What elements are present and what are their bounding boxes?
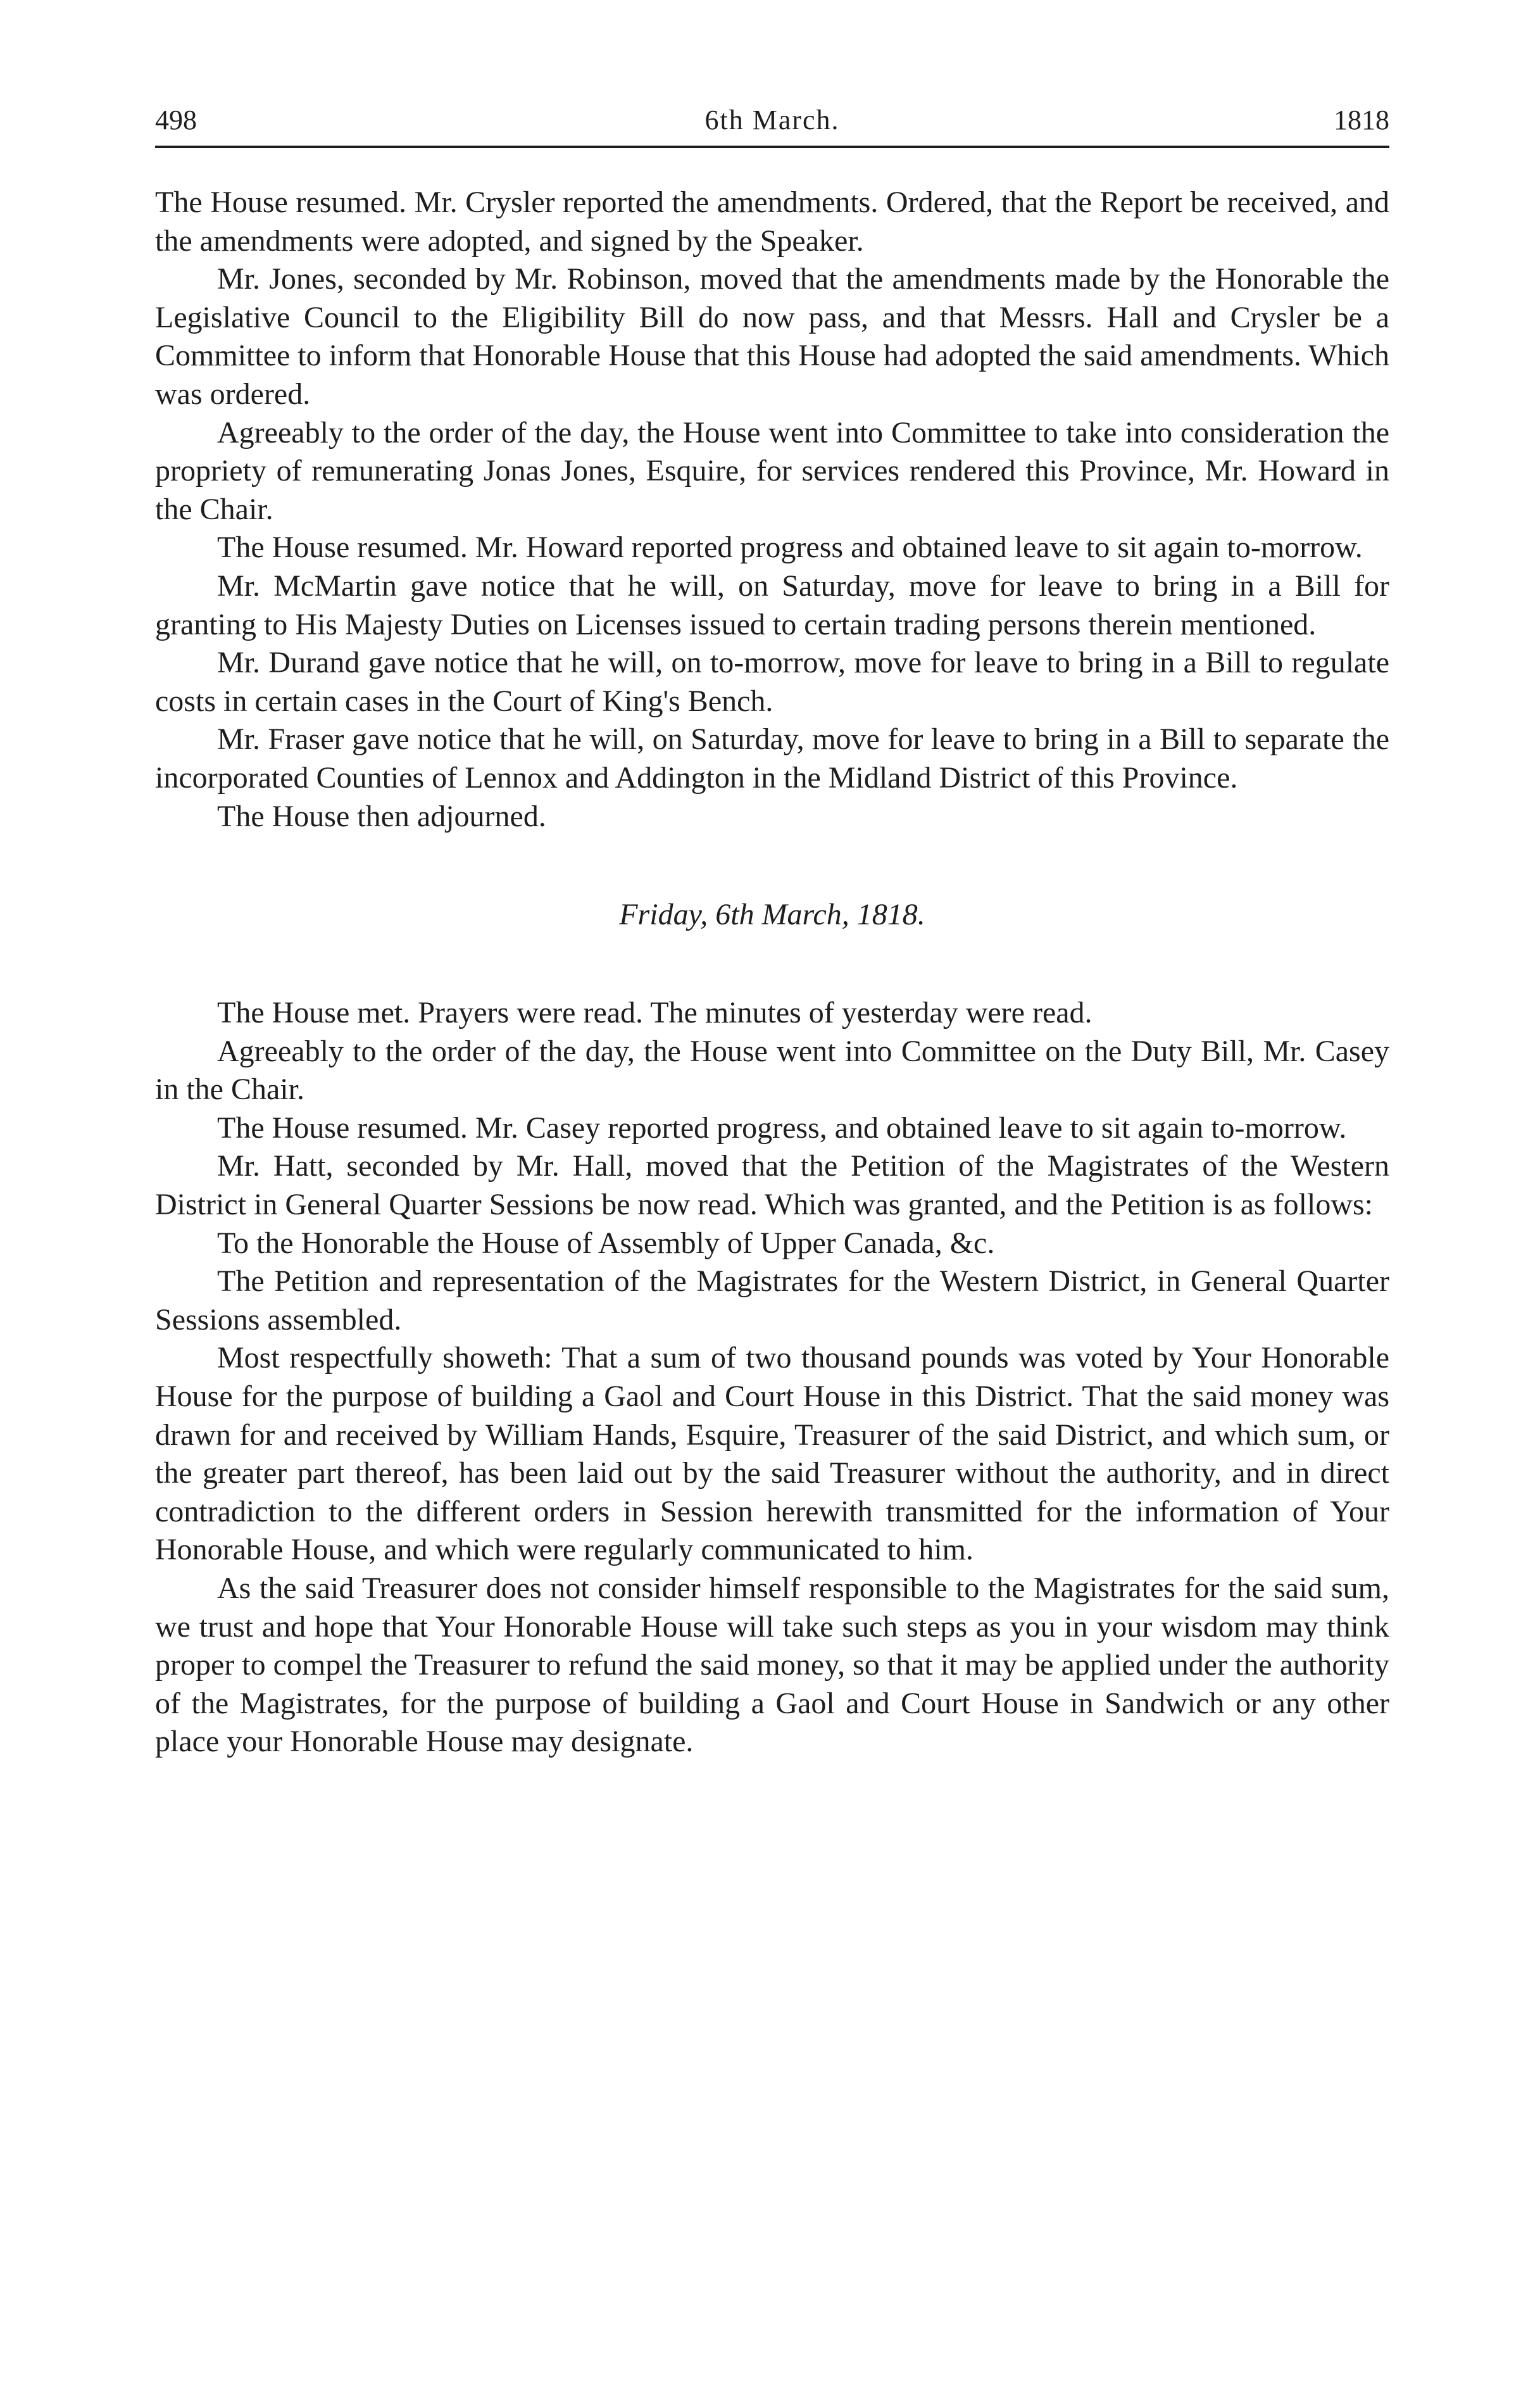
paragraph: As the said Treasurer does not consider himself responsible to the Magistrates for the said sum, we trust and hope that Your Honorable House will take such steps as you in your wisdom may think proper to compel the Treasurer to refund the said money, so that it may be applied under the authority of the Magistrates, for the purpose of building a Gaol and Court House in Sandwich or any other place your Honorable House may designate. (155, 1571, 1389, 1759)
paragraph: Mr. Hatt, seconded by Mr. Hall, moved that the Petition of the Magistrates of the Western District in General Quarter Sessions be now read. Which was granted, and the Petition is as follows: (155, 1149, 1389, 1222)
paragraph: To the Honorable the House of Assembly of Upper Canada, &c. (217, 1226, 995, 1260)
paragraph: The House resumed. Mr. Crysler reported the amendments. Ordered, that the Report be received, and the amendments were adopted, and signed by the Speaker. (155, 186, 1389, 258)
paragraph: Mr. Fraser gave notice that he will, on Saturday, move for leave to bring in a Bill to separate the incorporated Counties of Lennox and Addington in the Midland District of this Province. (155, 722, 1389, 795)
date-heading: Friday, 6th March, 1818. (619, 898, 925, 932)
paragraph: Mr. McMartin gave notice that he will, on Saturday, move for leave to bring in a Bill for granting to His Majesty Duties on Licenses issued to certain trading persons therein mentioned. (155, 569, 1389, 641)
paragraph: The House then adjourned. (217, 799, 546, 833)
page-header (155, 101, 1389, 146)
header-rule (155, 146, 1389, 148)
paragraph: The House resumed. Mr. Howard reported progress and obtained leave to sit again to-morrow. (217, 531, 1363, 565)
header-year: 1818 (1334, 104, 1389, 135)
paragraph: The House resumed. Mr. Casey reported progress, and obtained leave to sit again to-morrow. (217, 1111, 1347, 1145)
paragraph: The Petition and representation of the Magistrates for the Western District, in General Quarter Sessions assembled. (155, 1264, 1389, 1337)
paragraph: The House met. Prayers were read. The minutes of yesterday were read. (217, 996, 1092, 1030)
paragraph: Mr. Jones, seconded by Mr. Robinson, moved that the amendments made by the Honorable the Legislative Council to the Eligibility Bill do now pass, and that Messrs. Hall and Crysler be a Committee to inform that Honorable House that this House had adopted the said amendments. Which was ordered. (155, 262, 1389, 411)
page-number: 498 (155, 104, 197, 135)
document-page (155, 101, 1389, 1761)
paragraph: Agreeably to the order of the day, the House went into Committee on the Duty Bill, Mr. Casey in the Chair. (155, 1034, 1389, 1107)
paragraph: Most respectfully showeth: That a sum of two thousand pounds was voted by Your Honorable House for the purpose of building a Gaol and Court House in this District. That the said money was drawn for and received by William Hands, Esquire, Treasurer of the said District, and which sum, or the greater part thereof, has been laid out by the said Treasurer without the authority, and in direct contradiction to the different orders in Session herewith transmitted for the information of Your Honorable House, and which were regularly communicated to him. (155, 1341, 1389, 1567)
paragraph: Agreeably to the order of the day, the House went into Committee to take into consideration the propriety of remunerating Jonas Jones, Esquire, for services rendered this Province, Mr. Howard in the Chair. (155, 415, 1389, 526)
paragraph: Mr. Durand gave notice that he will, on to-morrow, move for leave to bring in a Bill to regulate costs in certain cases in the Court of King's Bench. (155, 646, 1389, 718)
running-title: 6th March. (704, 104, 840, 135)
body-text (155, 184, 1389, 1761)
